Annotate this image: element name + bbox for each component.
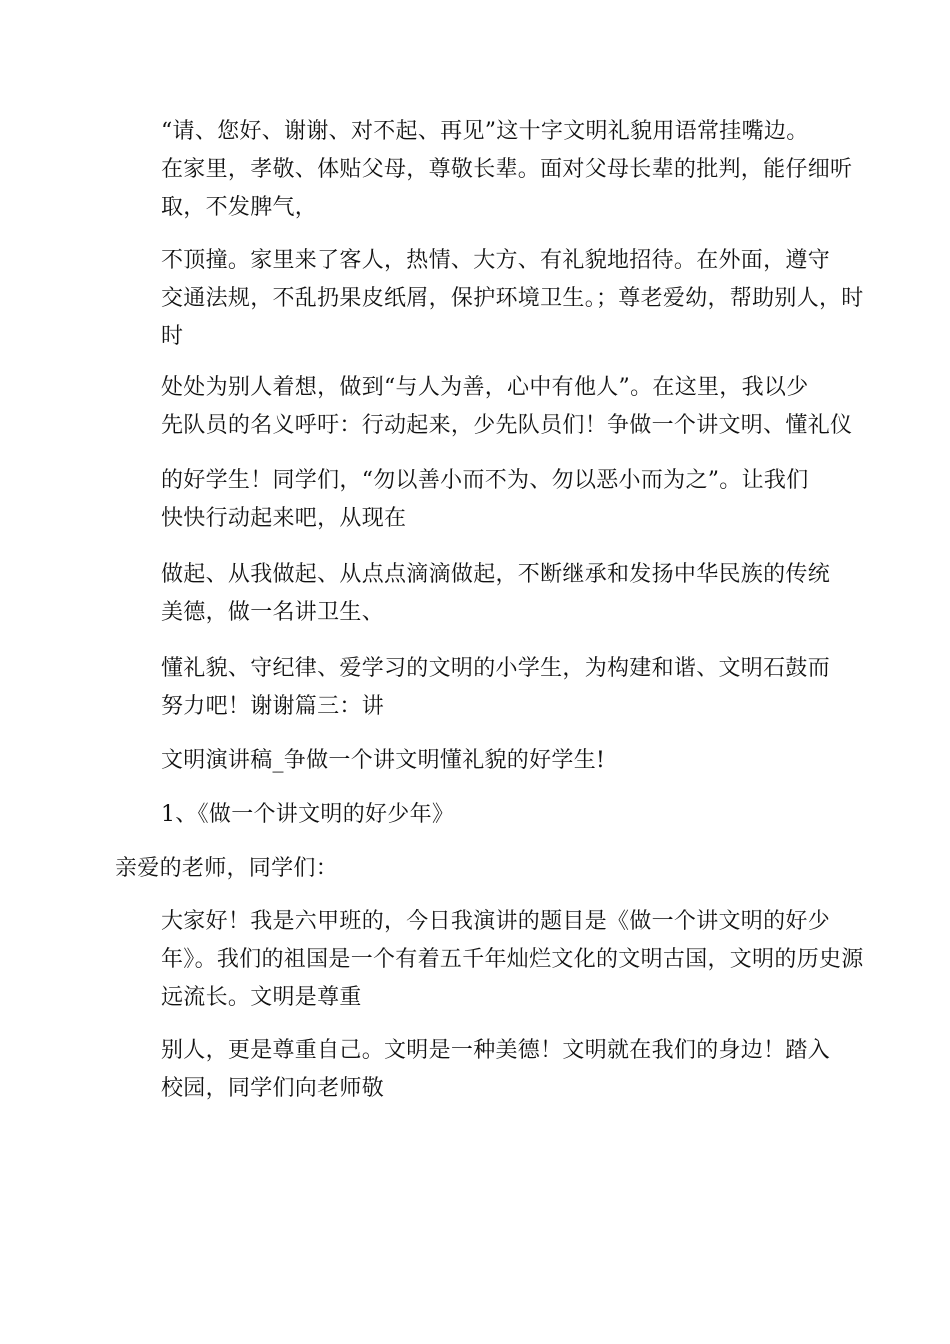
paragraph-8	[115, 796, 835, 834]
paragraph-7	[115, 742, 835, 780]
text-line: 校园，同学们向老师敬	[161, 1076, 385, 1101]
paragraph-4	[115, 462, 835, 538]
paragraph-2	[115, 242, 864, 356]
text-line: 别人，更是尊重自己。文明是一种美德！文明就在我们的身边！踏入	[161, 1038, 831, 1063]
paragraph-9	[115, 850, 835, 888]
paragraph-3	[115, 369, 853, 445]
text-line: 不顶撞。家里来了客人，热情、大方、有礼貌地招待。在外面，遵守	[161, 248, 831, 273]
text-line: 亲爱的老师，同学们：	[115, 856, 339, 881]
paragraph-6	[115, 650, 835, 726]
text-line: 处处为别人着想，做到“与人为善，心中有他人”。在这里，我以少	[161, 375, 809, 400]
text-line: 取，不发脾气，	[161, 195, 318, 220]
text-line: 懂礼貌、守纪律、爱学习的文明的小学生，为构建和谐、文明石鼓而	[161, 656, 831, 681]
text-line: 快快行动起来吧，从现在	[161, 506, 407, 531]
text-line: 大家好！我是六甲班的，今日我演讲的题目是《做一个讲文明的好少	[161, 909, 831, 934]
text-line: 年》。我们的祖国是一个有着五千年灿烂文化的文明古国，文明的历史源	[161, 947, 864, 972]
text-line: 的好学生！同学们，“勿以善小而不为、勿以恶小而为之”。让我们	[161, 468, 809, 493]
text-line: 时	[161, 324, 184, 349]
text-line: 努力吧！谢谢篇三：讲	[161, 694, 385, 719]
text-line: 1、《做一个讲文明的好少年》	[161, 802, 455, 827]
text-line: 美德，做一名讲卫生、	[161, 600, 385, 625]
text-line: “请、您好、谢谢、对不起、再见”这十字文明礼貌用语常挂嘴边。	[161, 119, 809, 144]
paragraph-11	[115, 1032, 835, 1108]
paragraph-5	[115, 556, 835, 632]
text-line: 文明演讲稿_争做一个讲文明懂礼貌的好学生!	[161, 748, 606, 773]
text-line: 交通法规，不乱扔果皮纸屑，保护环境卫生。；尊老爱幼，帮助别人，时	[161, 286, 864, 311]
paragraph-10	[115, 903, 864, 1017]
text-line: 做起、从我做起、从点点滴滴做起，不断继承和发扬中华民族的传统	[161, 562, 831, 587]
text-line: 在家里，孝敬、体贴父母，尊敬长辈。面对父母长辈的批判，能仔细听	[161, 157, 853, 182]
text-line: 先队员的名义呼吁：行动起来，少先队员们！争做一个讲文明、懂礼仪	[161, 413, 853, 438]
paragraph-1	[115, 113, 853, 227]
text-line: 远流长。文明是尊重	[161, 985, 362, 1010]
